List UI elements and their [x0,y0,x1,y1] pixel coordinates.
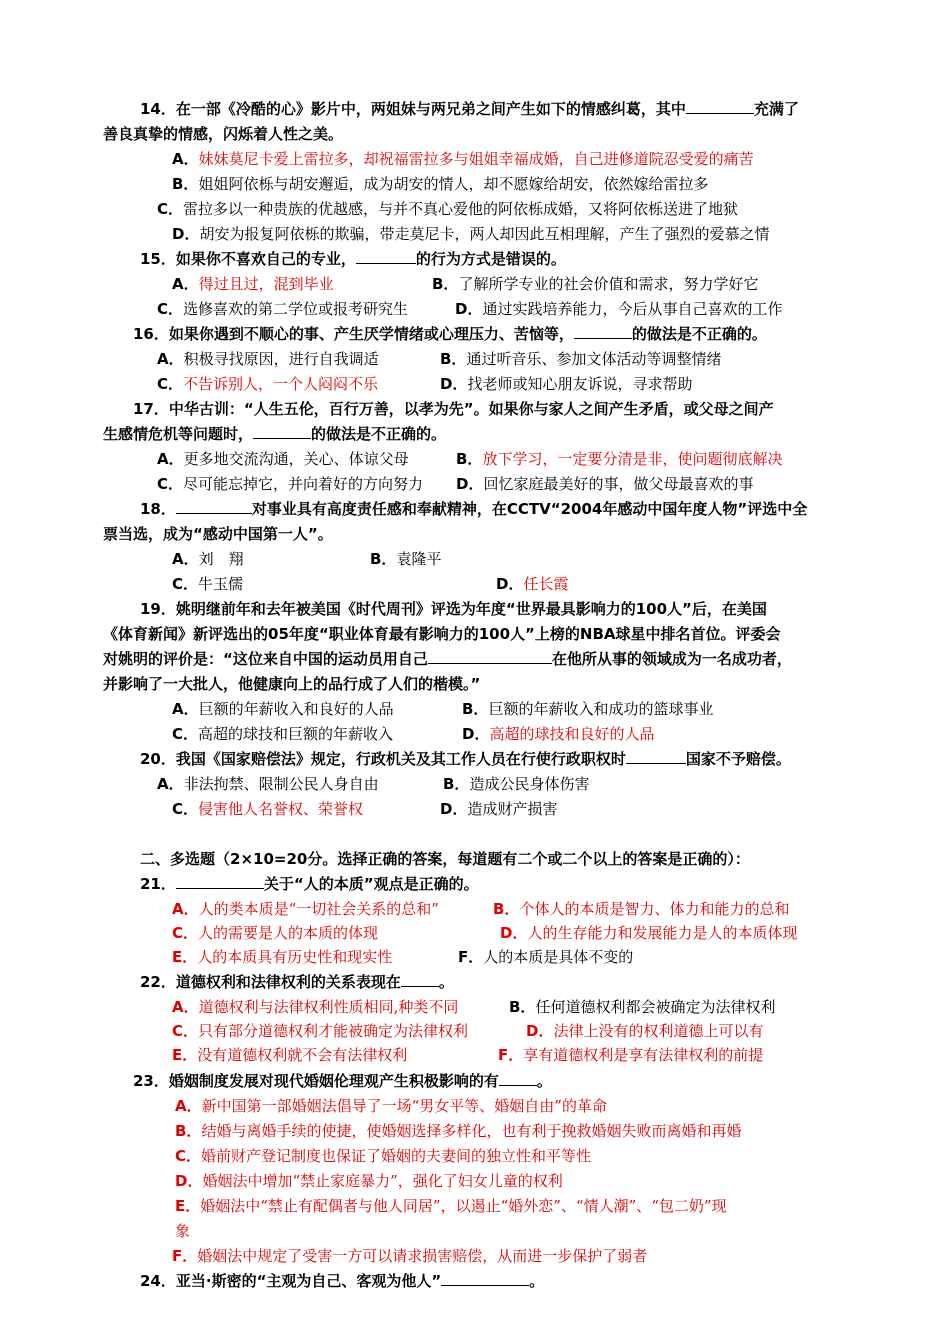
q17-option-c: C．尽可能忘掉它，并向着好的方向努力 [157,475,424,493]
q23-option-e-line1: E．婚姻法中“禁止有配偶者与他人同居”，以遏止“婚外恋”、“情人潮”、“包二奶”现 [175,1197,727,1215]
q24-stem: 24．亚当·斯密的“主观为自己、客观为他人” 。 [140,1272,545,1290]
q19-option-d: D．高超的球技和良好的人品 [462,725,655,743]
q23-option-c: C．婚前财产登记制度也保证了婚姻的夫妻间的独立性和平等性 [175,1147,592,1165]
q15-option-a: A．得过且过，混到毕业 [172,275,334,293]
q15-blank [356,248,416,264]
q21-option-f: F．人的本质是具体不变的 [458,948,634,966]
q23-option-d: D．婚姻法中增加“禁止家庭暴力”，强化了妇女儿童的权利 [175,1172,563,1190]
q22-option-b: B．任何道德权利都会被确定为法律权利 [509,998,776,1016]
q17-stem-line1: 17．中华古训：“人生五伦，百行万善，以孝为先”。如果你与家人之间产生矛盾，或父母之间产 [133,400,774,418]
q16-option-b: B．通过听音乐、参加文体活动等调整情绪 [440,350,722,368]
q19-option-c: C．高超的球技和巨额的年薪收入 [172,725,394,743]
q19-stem-line4: 并影响了一大批人，他健康向上的品行成了人们的楷模。” [103,675,481,693]
q23-option-a: A．新中国第一部婚姻法倡导了一场“男女平等、婚姻自由”的革命 [175,1097,607,1115]
q17-option-d: D．回忆家庭最美好的事，做父母最喜欢的事 [456,475,754,493]
q15-option-c: C．选修喜欢的第二学位或报考研究生 [157,300,409,318]
q21-stem: 21． 关于“人的本质”观点是正确的。 [140,875,479,893]
q14-stem-text: 14．在一部《冷酷的心》影片中，两姐妹与两兄弟之间产生如下的情感纠葛，其中 [140,100,686,118]
q18-option-d: D．任长霞 [496,575,569,593]
q17-stem-line2: 生感情危机等问题时， 的做法是不正确的。 [103,425,447,443]
q15-stem: 15．如果你不喜欢自己的专业， 的行为方式是错误的。 [140,250,566,268]
q19-blank [428,648,552,664]
q18-blank [176,498,252,514]
q23-option-e-line2: 象 [175,1222,191,1240]
q20-stem: 20．我国《国家赔偿法》规定，行政机关及其工作人员在行使行政职权时 国家不予赔偿。 [140,750,791,768]
q24-blank [441,1270,529,1286]
q23-option-b: B．结婚与离婚手续的使捷，使婚姻选择多样化，也有利于挽救婚姻失败而离婚和再婚 [175,1122,742,1140]
q15-option-d: D．通过实践培养能力，今后从事自己喜欢的工作 [455,300,783,318]
q23-option-f: F．婚姻法中规定了受害一方可以请求损害赔偿，从而进一步保护了弱者 [172,1247,648,1265]
q14-stem-line2: 善良真挚的情感，闪烁着人性之美。 [103,125,344,143]
q23-stem: 23．婚姻制度发展对现代婚姻伦理观产生积极影响的有 。 [133,1072,552,1090]
q21-option-b: B．个体人的本质是智力、体力和能力的总和 [493,900,790,918]
q19-stem-line3: 对姚明的评价是：“这位来自中国的运动员用自己 在他所从事的领域成为一名成功者， [103,650,792,668]
q21-option-c: C．人的需要是人的本质的体现 [172,924,379,942]
q19-option-b: B．巨额的年薪收入和成功的篮球事业 [462,700,714,718]
q18-option-c: C．牛玉儒 [172,575,244,593]
q21-option-e: E．人的本质具有历史性和现实性 [172,948,393,966]
q20-option-b: B．造成公民身体伤害 [443,775,590,793]
q18-option-a: A．刘 翔 [172,550,244,568]
q16-blank [574,323,632,339]
q22-option-e: E．没有道德权利就不会有法律权利 [172,1046,408,1064]
q20-option-d: D．造成财产损害 [440,800,558,818]
q20-option-c: C．侵害他人名誉权、荣誉权 [172,800,364,818]
q18-stem-line2: 票当选，成为“感动中国第一人”。 [103,525,333,543]
q18-stem-line1: 18． 对事业具有高度责任感和奉献精神，在CCTV“2004年感动中国年度人物”评选中全 [140,500,808,518]
q22-option-c: C．只有部分道德权利才能被确定为法律权利 [172,1022,469,1040]
section-heading-multiple-choice: 二、多选题（2×10=20分。选择正确的答案，每道题有二个或二个以上的答案是正确的）： [140,850,750,868]
q18-option-b: B．袁隆平 [370,550,442,568]
q19-option-a: A．巨额的年薪收入和良好的人品 [172,700,394,718]
q14-option-d: D．胡安为报复阿依栎的欺骗，带走莫尼卡，两人却因此互相理解，产生了强烈的爱慕之情 [172,225,770,243]
q22-stem: 22．道德权利和法律权利的关系表现在 。 [140,973,454,991]
q21-option-a: A．人的类本质是“一切社会关系的总和” [172,900,439,918]
q14-option-a: A．妹妹莫尼卡爱上雷拉多，却祝福雷拉多与姐姐幸福成婚，自己进修道院忍受爱的痛苦 [172,150,754,168]
q16-stem: 16．如果你遇到不顺心的事、产生厌学情绪或心理压力、苦恼等， 的做法是不正确的。 [133,325,767,343]
q14-blank [686,98,754,114]
q14-stem-text-end: 充满了 [753,100,799,118]
q21-option-d: D．人的生存能力和发展能力是人的本质体现 [500,924,798,942]
q15-option-b: B．了解所学专业的社会价值和需求，努力学好它 [432,275,759,293]
q17-option-b: B．放下学习，一定要分清是非，使问题彻底解决 [456,450,783,468]
q19-stem-line1: 19．姚明继前年和去年被美国《时代周刊》评选为年度“世界最具影响力的100人”后，在美国 [140,600,767,618]
q14-stem-line1 [140,98,799,120]
q17-blank [253,423,311,439]
q22-option-d: D．法律上没有的权利道德上可以有 [526,1022,764,1040]
q17-option-a: A．更多地交流沟通，关心、体谅父母 [157,450,409,468]
q22-blank [401,971,439,987]
q22-option-a: A．道德权利与法律权利性质相同,种类不同 [172,998,459,1016]
q21-blank [176,873,264,889]
q16-option-a: A．积极寻找原因，进行自我调适 [157,350,379,368]
q20-option-a: A．非法拘禁、限制公民人身自由 [157,775,379,793]
q23-blank [499,1070,537,1086]
q14-option-b: B．姐姐阿依栎与胡安邂逅，成为胡安的情人，却不愿嫁给胡安，依然嫁给雷拉多 [172,175,709,193]
q19-stem-line2: 《体育新闻》新评选出的05年度“职业体育最有影响力的100人”上榜的NBA球星中排名首位。评委会 [103,625,781,643]
q16-option-c: C．不告诉别人，一个人闷闷不乐 [157,375,379,393]
q22-option-f: F．享有道德权利是享有法律权利的前提 [498,1046,764,1064]
q14-option-c: C．雷拉多以一种贵族的优越感，与并不真心爱他的阿依栎成婚，又将阿依栎送进了地狱 [157,200,739,218]
q20-blank [626,748,686,764]
q16-option-d: D．找老师或知心朋友诉说，寻求帮助 [440,375,693,393]
